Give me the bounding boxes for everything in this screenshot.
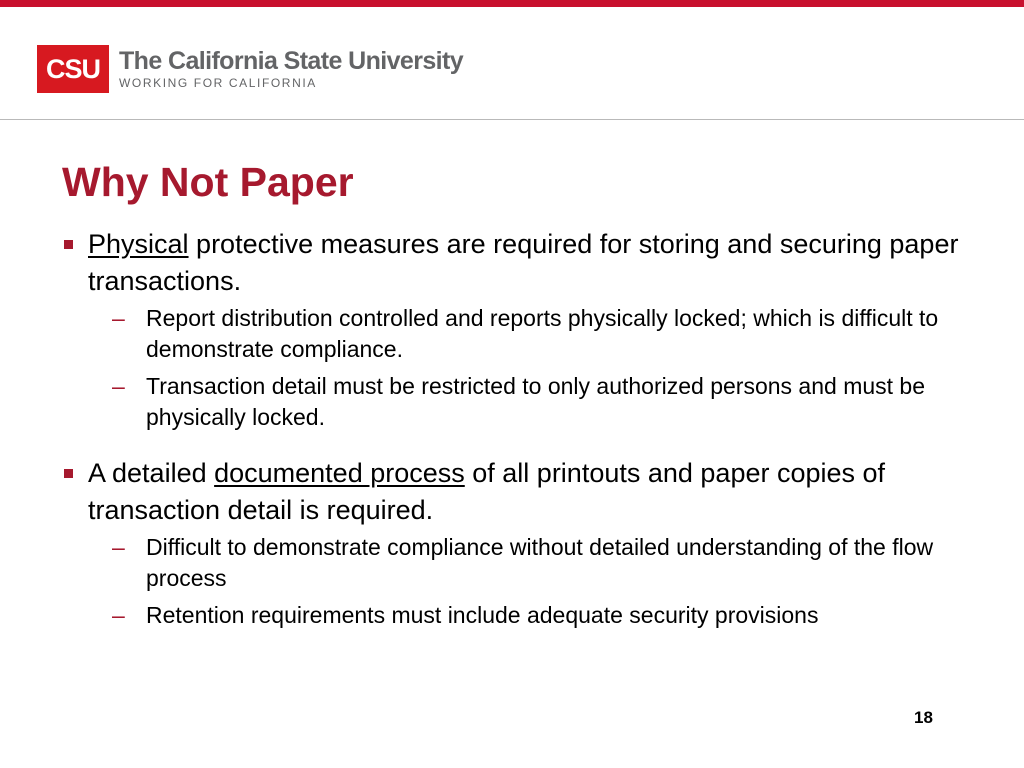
sub-bullet-text: Transaction detail must be restricted to only authorized persons and must be physically locked. — [146, 373, 926, 430]
page-number: 18 — [914, 708, 933, 727]
bullet-text: A detailed — [88, 458, 215, 488]
logo-mark: CSU — [37, 45, 109, 93]
bullet-underlined-term: Physical — [88, 229, 189, 259]
bullet-physical — [62, 226, 972, 300]
sub-bullet-text: Retention requirements must include adequate security provisions — [146, 602, 819, 628]
square-bullet-icon — [64, 469, 73, 478]
bullet-text: of all printouts and paper copies of transaction detail is required. — [88, 458, 886, 525]
dash-bullet-icon: – — [112, 602, 125, 628]
sub-list-physical — [62, 303, 972, 433]
organization-tagline: WORKING FOR CALIFORNIA — [119, 76, 317, 90]
sub-bullet — [62, 303, 972, 365]
sub-bullet — [62, 600, 972, 631]
sub-bullet-text: Report distribution controlled and reports physically locked; which is difficult to demonstrate compliance. — [146, 305, 939, 362]
dash-bullet-icon: – — [112, 534, 125, 560]
sub-bullet — [62, 371, 972, 433]
bullet-documented-process — [62, 455, 972, 529]
top-accent-bar — [0, 0, 1024, 7]
slide-content — [62, 226, 972, 637]
bullet-text: protective measures are required for storing and securing paper transactions. — [88, 229, 959, 296]
square-bullet-icon — [64, 240, 73, 249]
slide-title: Why Not Paper — [62, 159, 354, 205]
csu-logo — [37, 45, 463, 93]
dash-bullet-icon: – — [112, 305, 125, 331]
sub-list-documented-process — [62, 532, 972, 631]
bullet-underlined-term: documented process — [214, 458, 465, 488]
logo-text — [119, 45, 463, 93]
sub-bullet-text: Difficult to demonstrate compliance without detailed understanding of the flow process — [146, 534, 934, 591]
dash-bullet-icon: – — [112, 373, 125, 399]
header-divider — [0, 119, 1024, 120]
organization-name: The California State University — [119, 47, 463, 75]
sub-bullet — [62, 532, 972, 594]
